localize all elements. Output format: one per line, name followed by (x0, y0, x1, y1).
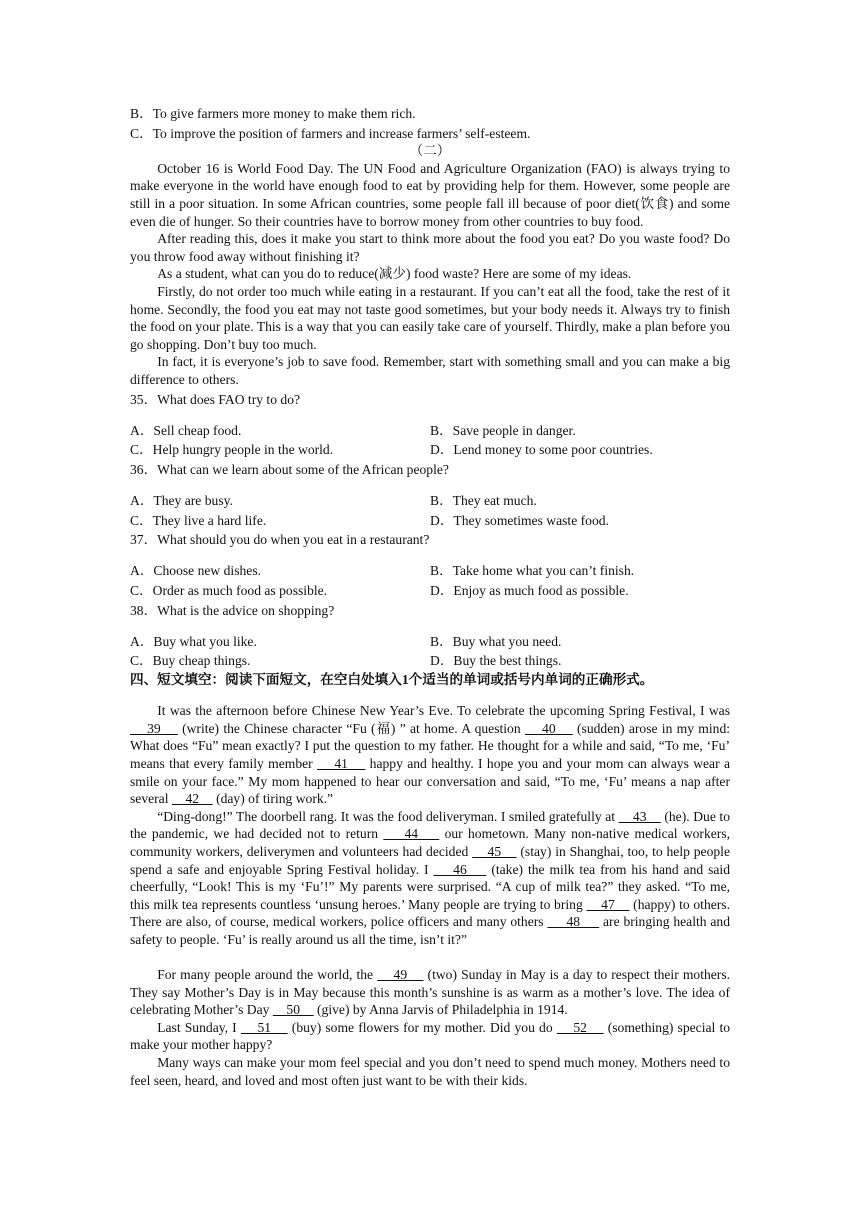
blank-50[interactable]: 50 (272, 1002, 314, 1018)
cloze-paragraph-3: For many people around the world, the 49 (two) Sunday in May is a day to respect their mothers. They say Mother’s Day is in May because this month’s sunshine is as warm as a mother’s love. The idea of celebrating Mother’s Day 50 (give) by Anna Jarvis of Philadelphia in 1914. (130, 967, 731, 1018)
option-a: A．Buy what you like. (130, 633, 257, 649)
option-c: C．Order as much food as possible. (130, 583, 328, 599)
question-text: 37．What should you do when you eat in a restaurant? (130, 532, 430, 548)
blank-43[interactable]: 43 (618, 808, 661, 824)
section-title: 四、短文填空：阅读下面短文，在空白处填入1个适当的单词或括号内单词的正确形式。 (130, 672, 654, 687)
question-text: 38．What is the advice on shopping? (130, 602, 335, 618)
blank-48[interactable]: 48 (547, 914, 600, 930)
passage-heading: （二） (409, 143, 451, 159)
question-37 (130, 531, 730, 599)
question-36 (130, 461, 730, 529)
option-c: C．Help hungry people in the world. (130, 442, 334, 458)
blank-45[interactable]: 45 (472, 843, 517, 859)
blank-51[interactable]: 51 (240, 1019, 288, 1035)
option-d: D．Buy the best things. (430, 653, 562, 669)
option-b: B．Take home what you can’t finish. (430, 563, 635, 579)
blank-44[interactable]: 44 (383, 826, 440, 842)
option-c: C．They live a hard life. (130, 512, 267, 528)
passage-paragraph: After reading this, does it make you start to think more about the food you eat? Do you waste food? Do you throw food away without finishing it? (130, 231, 730, 264)
question-38 (130, 602, 730, 670)
blank-39[interactable]: 39 (130, 720, 178, 736)
passage-paragraph: Firstly, do not order too much while eating in a restaurant. If you can’t eat all the food, take the rest of it home. Secondly, the food you eat may not taste good sometimes, but your body needs it. Always try to finish the food on your plate. This is a way that you can easily take care of yourself. Thirdly, make a plan before you go shopping. Don’t buy too much. (130, 283, 730, 352)
paragraph-gap (130, 949, 730, 967)
blank-42[interactable]: 42 (171, 791, 213, 807)
question-text: 35．What does FAO try to do? (130, 391, 301, 407)
blank-49[interactable]: 49 (377, 967, 424, 983)
cloze-paragraph-4: Last Sunday, I 51 (buy) some flowers for my mother. Did you do 52 (something) special to make your mother happy? (130, 1019, 731, 1053)
option-d: D．Lend money to some poor countries. (430, 442, 653, 458)
blank-52[interactable]: 52 (556, 1019, 604, 1035)
prev-option-c: C．To improve the position of farmers and increase farmers’ self-esteem. (130, 125, 531, 141)
question-text: 36．What can we learn about some of the African people? (130, 461, 449, 477)
option-c: C．Buy cheap things. (130, 653, 251, 669)
worksheet-content (130, 105, 730, 1089)
option-a: A．Sell cheap food. (130, 422, 242, 438)
option-b: B．Buy what you need. (430, 633, 562, 649)
option-a: A．They are busy. (130, 493, 233, 509)
option-b: B．They eat much. (430, 493, 537, 509)
blank-47[interactable]: 47 (586, 896, 630, 912)
option-d: D．Enjoy as much food as possible. (430, 583, 629, 599)
option-b: B．Save people in danger. (430, 422, 576, 438)
prev-option-b: B．To give farmers more money to make them rich. (130, 106, 416, 121)
blank-41[interactable]: 41 (317, 755, 366, 771)
cloze-paragraph-5: Many ways can make your mom feel special and you don’t need to spend much money. Mothers need to feel seen, heard, and loved and most often just want to be with their kids. (130, 1055, 730, 1088)
cloze-paragraph-2: “Ding-dong!” The doorbell rang. It was the food deliveryman. I smiled gratefully at 43 (he). Due to the pandemic, we had decided not to return 44 our hometown. Many non-native medical workers, community workers, deliverymen and volunteers had decided 45 (stay) in Shanghai, too, to help people spend a safe and enjoyable Spring Festival holiday. I 46 (take) the milk tea from his hand and said cheerfully, “Look! This is my ‘Fu’!” My parents were surprised. “A cup of milk tea?” they asked. “To me, this milk tea represents countless ‘unsung heroes.’ Many people are trying to bring 47 (happy) to others. There are also, of course, medical workers, police officers and many others 48 are bringing health and safety to people. ‘Fu’ is really around us all the time, isn’t it?” (130, 808, 731, 947)
blank-40[interactable]: 40 (524, 720, 573, 736)
passage-paragraph: In fact, it is everyone’s job to save food. Remember, start with something small and you can make a big difference to others. (130, 354, 730, 387)
option-a: A．Choose new dishes. (130, 563, 262, 579)
cloze-paragraph-1: It was the afternoon before Chinese New Year’s Eve. To celebrate the upcoming Spring Festival, I was 39 (write) the Chinese character “Fu (福) ” at home. A question 40 (sudden) arose in my mind: What does “Fu” mean exactly? I put the question to my father. He thought for a while and said, “To me, ‘Fu’ means that every family member 41 happy and healthy. I hope you and your mom can always wear a smile on your face.” My mom happened to hear our conversation and said, “To me, ‘Fu’ means a nap after several 42 (day) of tiring work.” (130, 703, 731, 807)
passage-paragraph: October 16 is World Food Day. The UN Food and Agriculture Organization (FAO) is always trying to make everyone in the world have enough food to eat by providing help for them. However, some people are still in a poor situation. In some African countries, some people fall ill because of poor diet(饮食) and some even die of hunger. So their countries have to borrow money from other countries to buy food. (130, 160, 730, 229)
passage-paragraph: As a student, what can you do to reduce(减少) food waste? Here are some of my ideas. (157, 266, 632, 282)
question-35 (130, 391, 730, 459)
blank-46[interactable]: 46 (433, 861, 487, 877)
option-d: D．They sometimes waste food. (430, 512, 609, 528)
